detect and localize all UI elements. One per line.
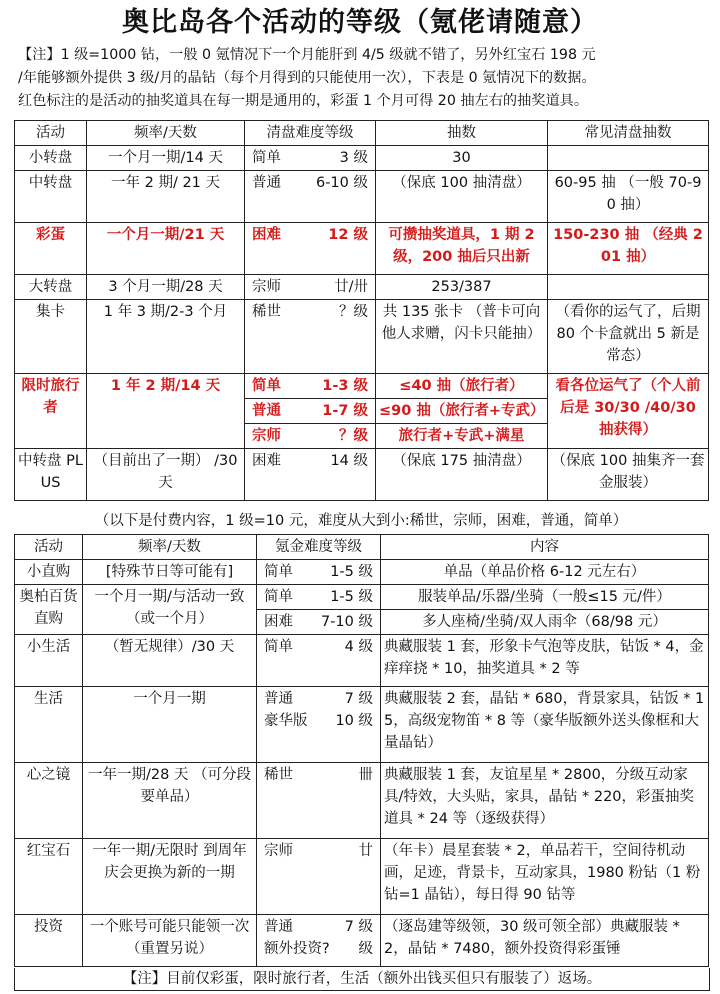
note-line: /年能够额外提供 3 级/月的晶钻（每个月得到的只能使用一次），下表是 0 氪情况下的数据。	[18, 70, 596, 86]
note-line: 【注】1 级=1000 钻，一般 0 氪情况下一个月能肝到 4/5 级就不错了，另外红宝石 198 元	[18, 47, 596, 63]
col-header: 活动	[15, 121, 87, 146]
activity-freq: 3 个月一期/28 天	[87, 275, 245, 300]
col-header: 常见清盘抽数	[548, 121, 709, 146]
activity-name: 小生活	[15, 635, 83, 687]
activity-freq: 一个月一期/与活动一致（或一个月）	[83, 585, 257, 635]
activity-name: 彩蛋	[15, 223, 87, 275]
activity-diff: 简单 1-5 级	[257, 560, 381, 585]
activity-content: （逐岛建等级领，30 级可领全部）典藏服装 * 2，晶钻 * 7480，额外投资得彩蛋锤	[381, 915, 709, 967]
table-row	[15, 275, 709, 300]
activity-diff: 简单 1-3 级	[245, 374, 376, 399]
free-activities-table	[14, 120, 709, 501]
table-row	[15, 171, 709, 223]
activity-freq: 一个月一期/14 天	[87, 146, 245, 171]
activity-name: 大转盘	[15, 275, 87, 300]
activity-name: 奥柏百货直购	[15, 585, 83, 635]
activity-diff: 困难 7-10 级	[257, 610, 381, 635]
activity-content: 服装单品/乐器/坐骑（一般≤15 元/件）	[381, 585, 709, 610]
table-row	[15, 374, 709, 399]
activity-draws: 共 135 张卡 （普卡可向他人求赠，闪卡只能抽）	[376, 300, 548, 374]
col-header: 清盘难度等级	[245, 121, 376, 146]
activity-common: 150-230 抽 （经典 201 抽）	[548, 223, 709, 275]
activity-diff: 宗师 廿/卅	[245, 275, 376, 300]
paid-activities-table	[14, 534, 709, 967]
activity-freq: 一个月一期	[83, 687, 257, 763]
table-row	[15, 585, 709, 610]
col-header: 频率/天数	[87, 121, 245, 146]
table-row	[15, 449, 709, 501]
page-title: 奥比岛各个活动的等级（氪佬请随意）	[122, 7, 598, 38]
table-row	[15, 560, 709, 585]
activity-diff: 稀世 ？级	[245, 300, 376, 374]
activity-content: 典藏服装 1 套，形象卡气泡等皮肤，钻饭 * 4，金痒痒挠 * 10，抽奖道具 * 2 等	[381, 635, 709, 687]
col-header: 内容	[381, 535, 709, 560]
paid-section-note: （以下是付费内容，1 级=10 元，难度从大到小:稀世，宗师，困难，普通，简单）	[94, 513, 628, 529]
activity-freq: [特殊节日等可能有]	[83, 560, 257, 585]
activity-content: 多人座椅/坐骑/双人雨伞（68/98 元）	[381, 610, 709, 635]
activity-name: 投资	[15, 915, 83, 967]
activity-freq: 一年一期/无限时 到周年庆会更换为新的一期	[83, 839, 257, 915]
activity-name: 红宝石	[15, 839, 83, 915]
activity-content: （年卡）晨星套装 * 2，单品若干，空间待机动画，足迹，背景卡，互动家具，1980 粉钻（1 粉钻=1 晶钻），每日得 90 钻等	[381, 839, 709, 915]
activity-draws: 可攒抽奖道具，1 期 2 级，200 抽后只出新	[376, 223, 548, 275]
activity-diff: 困难 12 级	[245, 223, 376, 275]
activity-content: 单品（单品价格 6-12 元左右）	[381, 560, 709, 585]
table-row	[15, 763, 709, 839]
activity-diff: 宗师 ？级	[245, 424, 376, 449]
activity-diff: 普通 6-10 级	[245, 171, 376, 223]
table-header-row	[15, 535, 709, 560]
activity-name: 中转盘	[15, 171, 87, 223]
activity-common: 看各位运气了（个人前后是 30/30 /40/30 抽获得）	[548, 374, 709, 449]
table-row	[15, 300, 709, 374]
activity-draws: （保底 175 抽清盘）	[376, 449, 548, 501]
activity-diff: 简单 4 级	[257, 635, 381, 687]
activity-diff: 普通 1-7 级	[245, 399, 376, 424]
footer-note: 【注】目前仅彩蛋，限时旅行者，生活（额外出钱买但只有服装了）返场。	[14, 968, 710, 991]
activity-draws: 旅行者+专武+满星	[376, 424, 548, 449]
activity-freq: 1 年 3 期/2-3 个月	[87, 300, 245, 374]
activity-content: 典藏服装 1 套，友谊星星 * 2800，分级互动家具/特效，大头贴，家具，晶钻 * 220，彩蛋抽奖道具 * 24 等（逐级获得）	[381, 763, 709, 839]
activity-freq: （暂无规律）/30 天	[83, 635, 257, 687]
activity-freq: 一个月一期/21 天	[87, 223, 245, 275]
activity-common: （看你的运气了，后期 80 个卡盒就出 5 新是常态）	[548, 300, 709, 374]
col-header: 活动	[15, 535, 83, 560]
activity-name: 心之镜	[15, 763, 83, 839]
table-header-row	[15, 121, 709, 146]
table-row	[15, 635, 709, 687]
activity-draws: ≤90 抽（旅行者+专武）	[376, 399, 548, 424]
table-row	[15, 146, 709, 171]
table-row	[15, 839, 709, 915]
activity-content: 典藏服装 2 套，晶钻 * 680，背景家具，钻饭 * 15，高级宠物笛 * 8 等（豪华版额外送头像框和大量晶钻）	[381, 687, 709, 763]
activity-name: 中转盘 PLUS	[15, 449, 87, 501]
activity-draws: （保底 100 抽清盘）	[376, 171, 548, 223]
activity-name: 集卡	[15, 300, 87, 374]
activity-diff: 宗师 廿	[257, 839, 381, 915]
table-row	[15, 915, 709, 967]
activity-name: 小转盘	[15, 146, 87, 171]
note-line: 红色标注的是活动的抽奖道具在每一期是通用的，彩蛋 1 个月可得 20 抽左右的抽奖道具。	[18, 93, 589, 109]
activity-diff: 普通 7 级 豪华版 10 级	[257, 687, 381, 763]
activity-name: 生活	[15, 687, 83, 763]
table-row	[15, 687, 709, 763]
activity-diff: 简单 1-5 级	[257, 585, 381, 610]
activity-common	[548, 275, 709, 300]
activity-common	[548, 146, 709, 171]
activity-name: 小直购	[15, 560, 83, 585]
activity-diff: 稀世 卌	[257, 763, 381, 839]
activity-diff: 普通 7 级 额外投资? 级	[257, 915, 381, 967]
activity-freq: 一年 2 期/ 21 天	[87, 171, 245, 223]
activity-draws: 253/387	[376, 275, 548, 300]
activity-common: 60-95 抽 （一般 70-90 抽）	[548, 171, 709, 223]
activity-diff: 简单 3 级	[245, 146, 376, 171]
intro-note	[0, 44, 720, 118]
col-header: 氪金难度等级	[257, 535, 381, 560]
activity-freq: 一个账号可能只能领一次（重置另说）	[83, 915, 257, 967]
activity-common: （保底 100 抽集齐一套金服装）	[548, 449, 709, 501]
activity-draws: ≤40 抽（旅行者）	[376, 374, 548, 399]
activity-freq: 1 年 2 期/14 天	[87, 374, 245, 449]
col-header: 频率/天数	[83, 535, 257, 560]
table-row	[15, 223, 709, 275]
activity-diff: 困难 14 级	[245, 449, 376, 501]
activity-freq: （目前出了一期） /30 天	[87, 449, 245, 501]
activity-freq: 一年一期/28 天 （可分段要单品）	[83, 763, 257, 839]
col-header: 抽数	[376, 121, 548, 146]
activity-name: 限时旅行者	[15, 374, 87, 449]
activity-draws: 30	[376, 146, 548, 171]
